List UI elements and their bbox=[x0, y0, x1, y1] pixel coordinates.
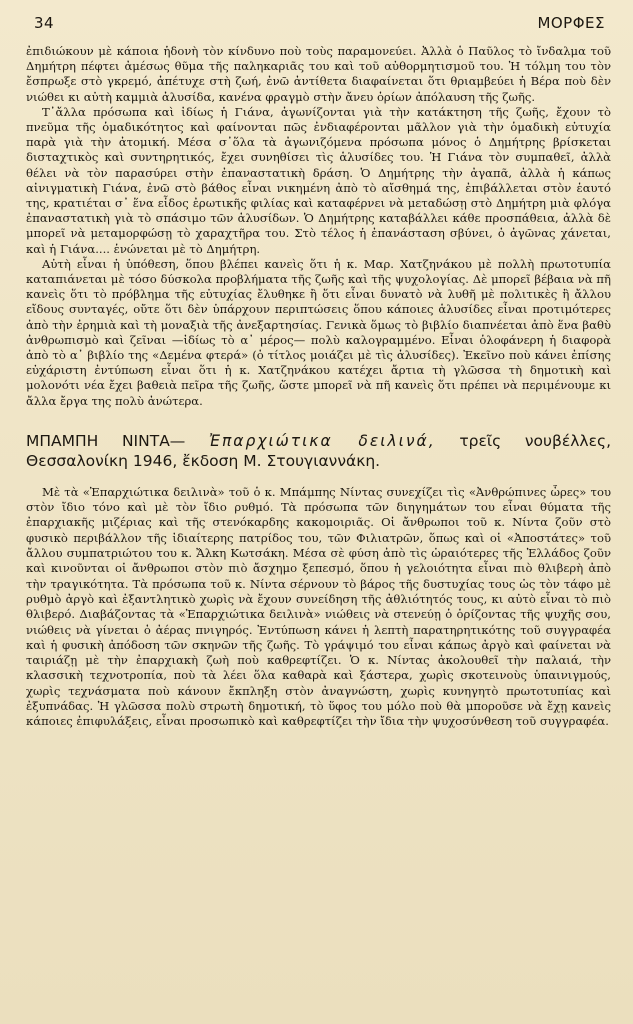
review-publication-details: τρεῖς νουβέλλες, Θεσσαλονίκη 1946, ἔκδοση Μ. Στουγιαννάκη. bbox=[26, 431, 611, 470]
review-paragraph: Μὲ τὰ «Ἐπαρχιώτικα δειλινὰ» τοῦ ὁ κ. Μπάμπης Νίντας συνεχίζει τὶς «Ἀνθρώπινες ὧρες» του στὸν ἴδιο τόνο καὶ μὲ τὸν ἴδιο ρυθμό. Τὰ πρόσωπα τῶν διηγημάτων του εἶναι θύματα τῆς ἐπαρχιακῆς μιζέριας καὶ τῆς στενόκαρδης κακομοιριᾶς. Οἱ ἄνθρωποι τοῦ κ. Νίντα ζοῦν στὸ φυσικὸ περιβάλλον τῆς ἰδιαίτερης πατρίδος του, τῶν Φιλιατρῶν, ὅπως καὶ οἱ «Ἀποστάτες» τοῦ ἄλλου συμπατριώτου του κ. Ἄλκη Κωτσάκη. Μέσα σὲ φύση ἀπὸ τὶς ὡραιότερες τῆς Ἑλλάδος ζοῦν καὶ κινοῦνται οἱ ἄνθρωποι στὸν πιὸ ἄσχημο ξεπεσμό, ὅπου ἡ γελοιότητα εἶναι πιὸ θλιβερὴ ἀπὸ τὴν τραγικότητα. Τὰ πρόσωπα τοῦ κ. Νίντα σέρνουν τὸ βάρος τῆς δυστυχίας τους ὡς τὸν τάφο μὲ ρυθμὸ ἀργὸ καὶ ἐξαντλητικὸ χωρὶς νὰ ἔχουν συνείδηση τῆς ἀθλιότητός τους, κι αὐτὸ εἶναι τὸ πιὸ θλιβερό. Διαβάζοντας τὰ «Ἐπαρχιώτικα δειλινὰ» νιώθεις νὰ στενεύῃ ὁ ὁρίζοντας τῆς ψυχῆς σου, νιώθεις νὰ γίνεται ὁ ἀέρας πνιγηρός. Ἐντύπωση κάνει ἡ λεπτὴ παρατηρητικότης τοῦ συγγραφέα καὶ ἡ φυσικὴ ἀπόδοση τῶν σκηνῶν τῆς ζωῆς. Τὸ γράψιμό του εἶναι κάπως ἀργὸ καὶ φαίνεται νὰ ταιριάζῃ μὲ τὴν ἐπαρχιακὴ ζωὴ ποὺ καθρεφτίζει. Ὁ κ. Νίντας ἀκολουθεῖ τὴν παλαιά, τὴν κλασσικὴ τεχνοτροπία, ποὺ τὰ λέει ὅλα καθαρὰ καὶ ξάστερα, χωρὶς σκοτεινοὺς ὑπαινιγμούς, χωρὶς τεχνάσματα ποὺ κάνουν ἔκπληξη στὸν ἀναγνώστη, χωρὶς κυνηγητὸ πρωτοτυπίας καὶ ἐξυπνάδας. Ἡ γλῶσσα πολὺ στρωτὴ δημοτική, τὸ ὕφος του μόλο ποὺ θὰ μποροῦσε νὰ ἔχῃ κανεὶς κάποιες ἐπιφυλάξεις, εἶναι προσωπικὸ καὶ καθρεφτίζει τὴν ἴδια τὴν ψυχοσύνθεση τοῦ συγγραφέα. bbox=[26, 484, 611, 729]
article-paragraph: Αὐτὴ εἶναι ἡ ὑπόθεση, ὅπου βλέπει κανεὶς ὅτι ἡ κ. Μαρ. Χατζηνάκου μὲ πολλὴ πρωτοτυπία καταπιάνεται μὲ τόσο δύσκολα προβλήματα τῆς ζωῆς καὶ τῆς ψυχολογίας. Δὲ μπορεῖ βέβαια νὰ πῆ κανεὶς ὅτι τὸ πρόβλημα τῆς εὐτυχίας ἔλυθηκε ἢ ὅτι εἶναι δυνατὸ νὰ λυθῆ μὲ πολιτικὲς ἢ ἄλλου εἴδους συνταγές, οὔτε ὅτι δὲν ὑπάρχουν περιπτώσεις ὅπου κάποιες ἁλυσίδες εἶναι προτιμότερες ἀπὸ τὴν ἐρημιὰ καὶ τὴ μοναξιὰ τῆς ἀνεξαρτησίας. Γενικὰ ὅμως τὸ βιβλίο διαπνέεται ἀπὸ ἕνα βαθὺ ἀνθρωπισμὸ καὶ ζεῖναι —ἰδίως τὸ α᾽ μέρος— πολὺ καλογραμμένο. Εἶναι ὁλοφάνερη ἡ διαφορὰ ἀπὸ τὸ α᾽ βιβλίο της «Δεμένα φτερά» (ὁ τίτλος μοιάζει μὲ τὶς ἁλυσίδες). Ἐκεῖνο ποὺ κάνει ἐπίσης εὐχάριστη ἐντύπωση εἶναι ὅτι ἡ κ. Χατζηνάκου κατέχει ἄρτια τὴ γλῶσσα τὴ δημοτικὴ καὶ μολονότι νέα ἔχει βαθειὰ πεῖρα τῆς ζωῆς, ὥστε μπορεῖ νὰ πῆ κανεὶς ὅτι πρέπει νὰ περιμένουμε κι ἄλλα ἔργα της πολὺ ἀνώτερα. bbox=[26, 256, 611, 408]
running-head bbox=[26, 14, 611, 44]
review-author: ΜΠΑΜΠΗ ΝΙΝΤΑ— bbox=[26, 431, 186, 450]
section-divider bbox=[26, 409, 611, 431]
review-work-title: Ἐπαρχιώτικα δειλινά, bbox=[208, 431, 436, 450]
journal-title: ΜΟΡΦΕΣ bbox=[537, 14, 605, 32]
review-body bbox=[26, 485, 611, 730]
page-number: 34 bbox=[34, 14, 55, 32]
article-paragraph: Τ᾽ἄλλα πρόσωπα καὶ ἰδίως ἡ Γιάνα, ἀγωνίζονται γιὰ τὴν κατάκτηση τῆς ζωῆς, ἔχουν τὸ πνεῦμα τῆς ὁμαδικότητος καὶ φαίνονται πῶς ἐνδιαφέρονται μᾶλλον γιὰ τὴν ὁμαδικὴ εὐτυχία παρὰ γιὰ τὴν ἀτομική. Μέσα σ᾽ὅλα τὰ ἀγωνιζόμενα πρόσωπα μόνος ὁ Δημήτρης βρίσκεται δισταχτικὸς καὶ συντηρητικός, ἔχει συνηθίσει τὶς ἁλυσίδες του. Ἡ Γιάνα τὸν συμπαθεῖ, ἀλλὰ θέλει νὰ τὸν παρασύρει στὴν ἐπαναστατικὴ δράση. Ὁ Δημήτρης τὴν ἀγαπᾶ, ἀλλὰ ἡ κάπως αἰνιγματικὴ Γιάνα, ἐνῶ στὸ βάθος εἶναι νικημένη ἀπὸ τὸ αἴσθημά της, ἐπιβάλλεται στὸν ἑαυτό της, κρατιέται σ᾽ ἕνα εἶδος ἐρωτικῆς φιλίας καὶ καταφέρνει νὰ μεταδώσῃ στὸ Δημήτρη μιὰ φλόγα ἐπαναστατικὴ γιὰ τὸ σπάσιμο τῶν ἁλυσίδων. Ὁ Δημήτρης καταβάλλει κάθε προσπάθεια, ἀλλὰ δὲ μπορεῖ νὰ μεταμορφώσῃ τὸ χαραχτῆρα του. Στὸ τέλος ἡ ἐπανάσταση σβύνει, ὁ ἀγῶνας χάνεται, καὶ ἡ Γιάνα.... ἑνώνεται μὲ τὸ Δημήτρη. bbox=[26, 104, 611, 256]
article-continuation bbox=[26, 44, 611, 409]
review-heading bbox=[26, 431, 611, 471]
article-paragraph: ἐπιδιώκουν μὲ κάποια ἡδονὴ τὸν κίνδυνο ποὺ τοὺς παραμονεύει. Ἀλλὰ ὁ Παῦλος τὸ ἴνδαλμα τοῦ Δημήτρη πέφτει ἀμέσως θῦμα τῆς παληκαριᾶς του καὶ τοῦ αὐθορμητισμοῦ του. Ἡ τόλμη του τὸν ἔσπρωξε στὸ γκρεμό, ἀπέτυχε στὴ ζωή, ἐνῶ ἀντίθετα διαφαίνεται ὅτι θριαμβεύει ἡ Βέρα ποὺ δὲν νιώθει κι αὐτὴ καμμιὰ ἀλυσίδα, κανένα φραγμὸ στὴν ἄνευ ὁρίων ἀπόλαυση τῆς ζωῆς. bbox=[26, 44, 611, 104]
